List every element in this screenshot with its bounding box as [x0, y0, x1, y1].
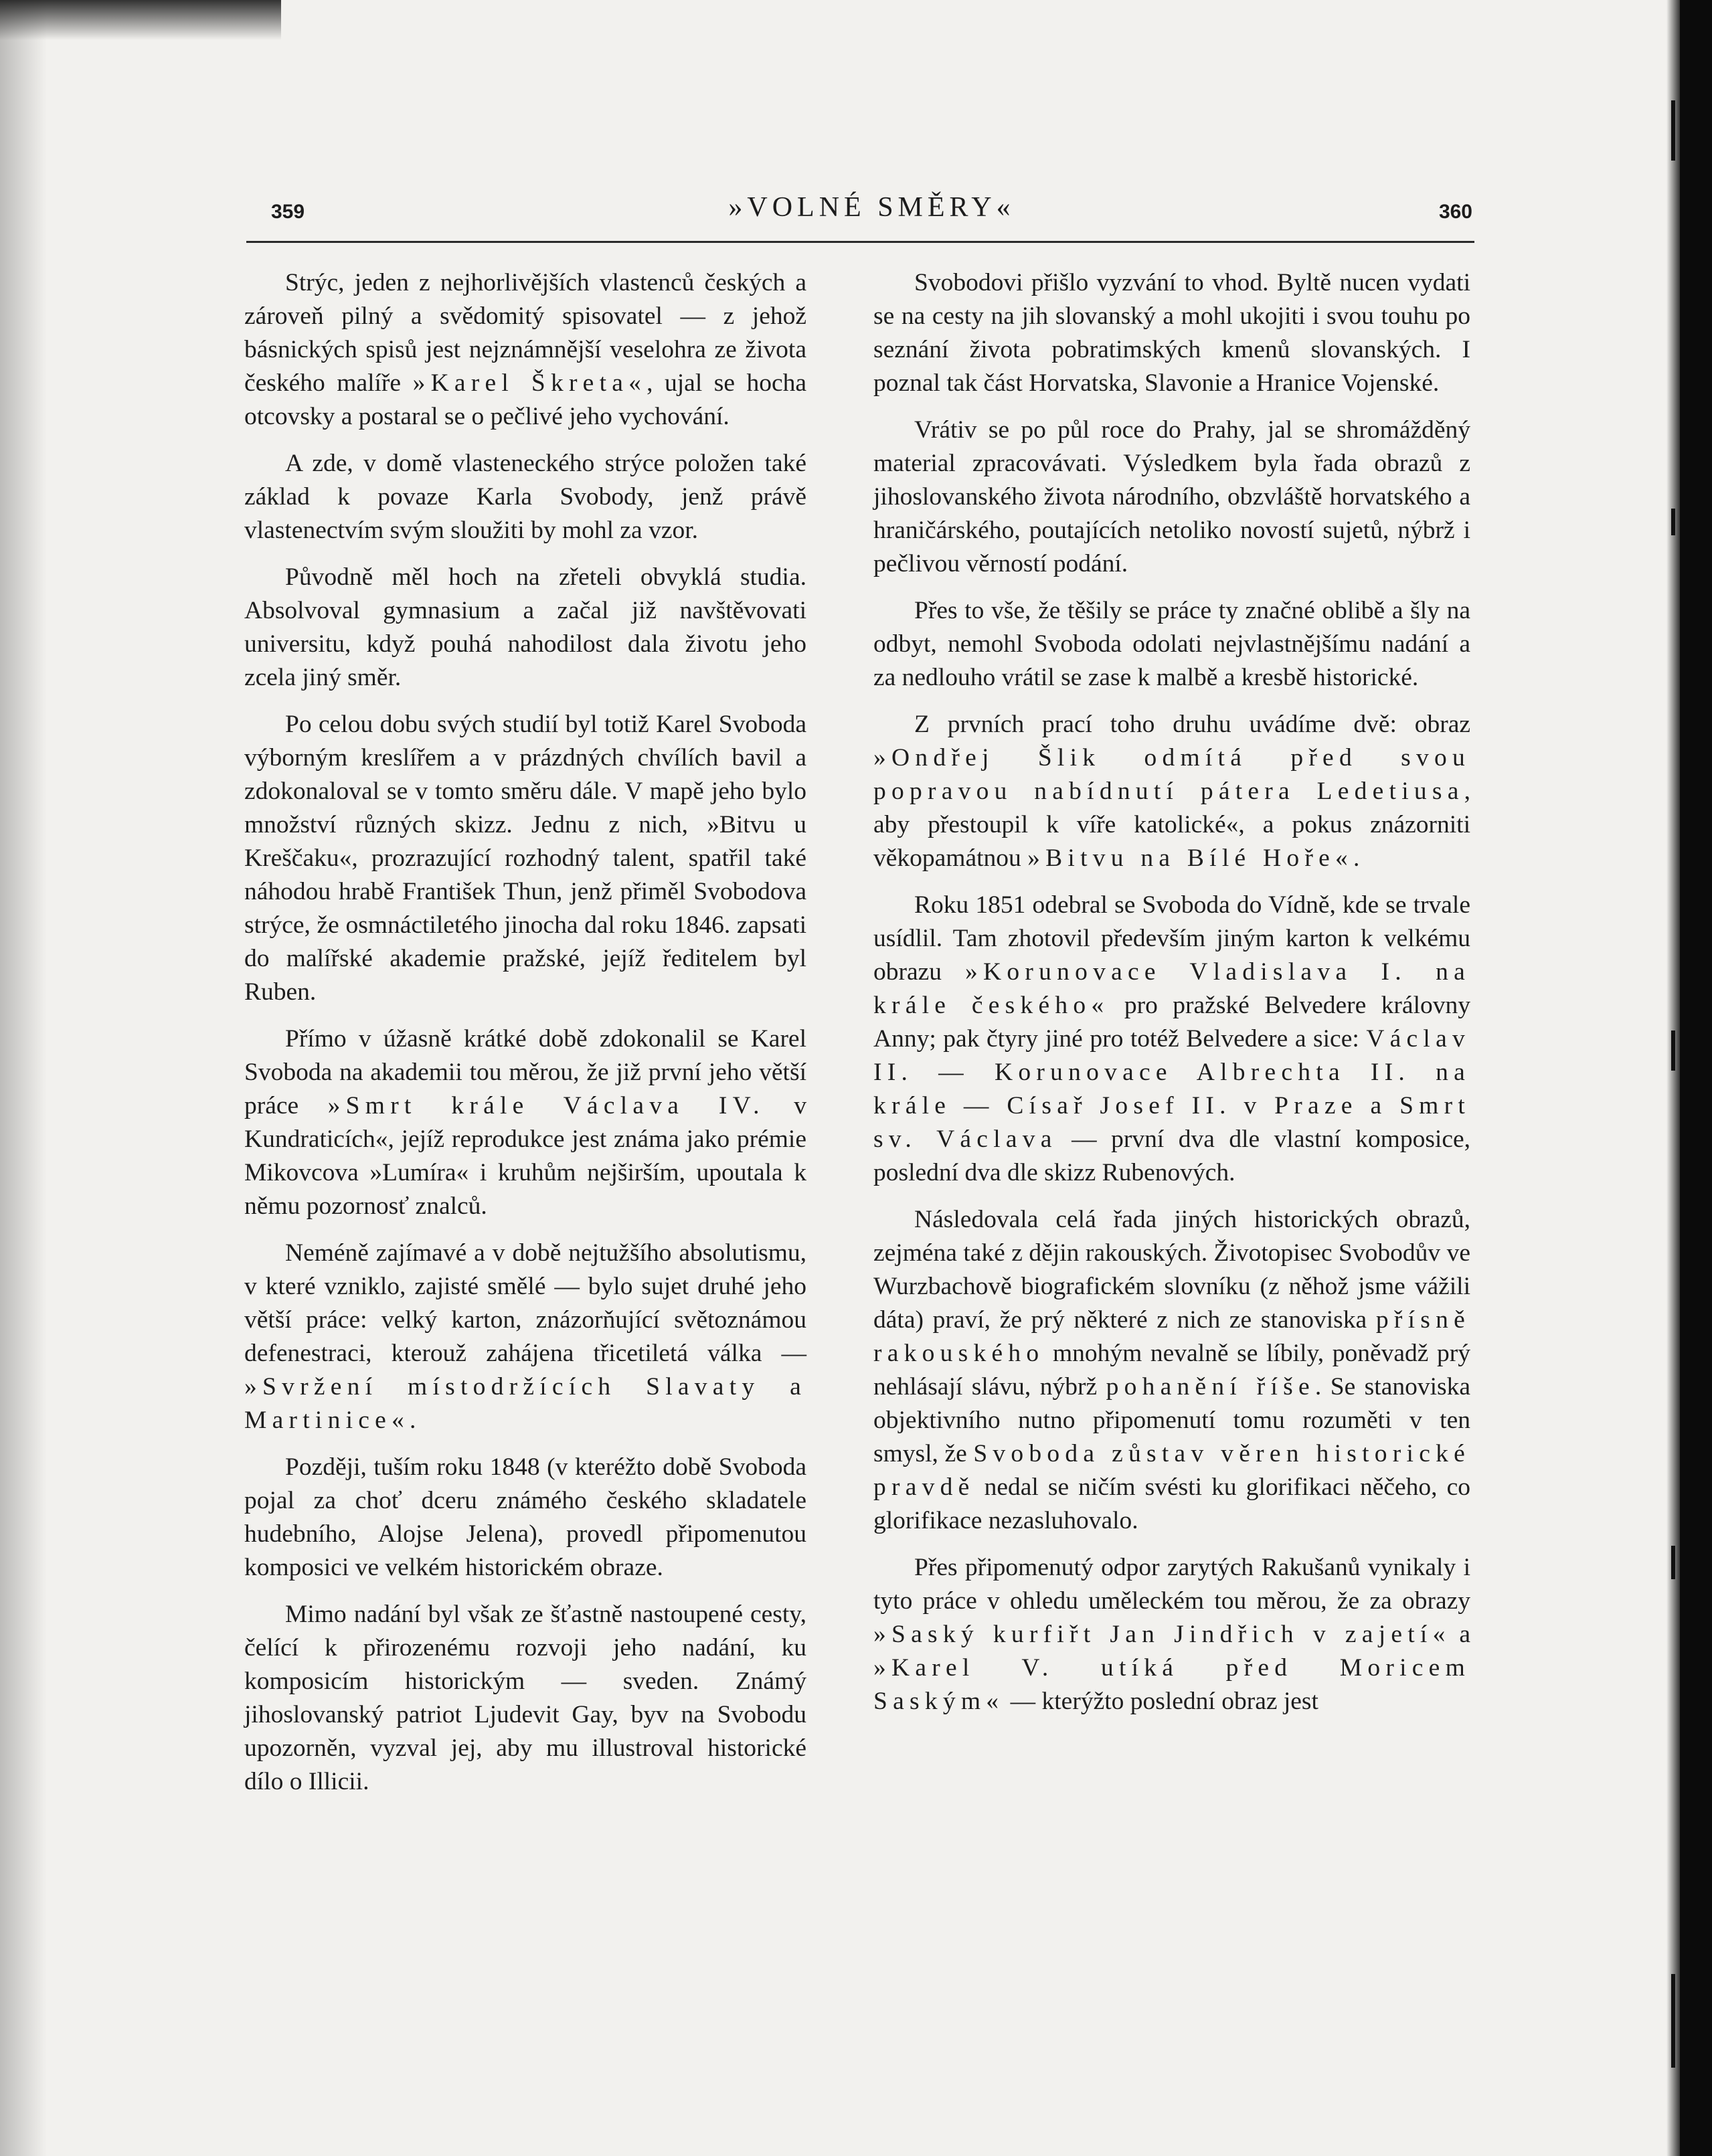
binding-mark: [1671, 509, 1675, 535]
header-rule: [246, 241, 1474, 243]
binding-mark: [1671, 1974, 1675, 2068]
left-column: [244, 266, 806, 1812]
binding-mark: [1671, 1030, 1675, 1071]
binding-mark: [1671, 1546, 1675, 1579]
paragraph: Po celou dobu svých studií byl totiž Karel Svoboda výborným kreslířem a v prázdných chvílích bavil a zdokonaloval se v tomto směru dále. V mapě jeho bylo množství různých skizz. Jednu z nich, »Bitvu u Kreščaku«, prozrazující rozhodný talent, spatřil také náhodou hrabě František Thun, jenž přiměl Svobodova strýce, že osmnáctiletého jinocha dal roku 1846. zapsati do malířské akademie pražské, jejíž ředitelem byl Ruben.: [244, 711, 806, 1006]
binding-mark: [1671, 100, 1675, 161]
running-header: [271, 191, 1472, 229]
page-shadow-left: [0, 0, 47, 2156]
right-column: [873, 266, 1470, 1732]
paragraph: Z prvních prací toho druhu uvádíme dvě: obraz »Ondřej Šlik odmítá před svou popravou nabídnutí pátera Ledetiusa, aby přestoupil k víře katolické«, a pokus znázorniti věkopamátnou »Bitvu na Bílé Hoře«.: [873, 711, 1470, 872]
paragraph: Později, tuším roku 1848 (v kteréžto době Svoboda pojal za choť dceru známého českého skladatele hudebního, Alojse Jelena), provedl připomenutou komposici ve velkém historickém obraze.: [244, 1453, 806, 1581]
journal-title: »VOLNÉ SMĚRY«: [728, 192, 1015, 223]
paragraph: Přes připomenutý odpor zarytých Rakušanů vynikaly i tyto práce v ohledu uměleckém tou měrou, že za obrazy »Saský kurfiřt Jan Jindřich v zajetí« a »Karel V. utíká před Moricem Saským« — kterýžto poslední obraz jest: [873, 1554, 1470, 1715]
page-edge-right: [1666, 0, 1680, 2156]
page-shadow-top: [0, 0, 281, 40]
paragraph: Přímo v úžasně krátké době zdokonalil se Karel Svoboda na akademii tou měrou, že již první jeho větší práce »Smrt krále Václava IV. v Kundraticích«, jejíž reprodukce jest známa jako prémie Mikovcova »Lumíra« i kruhům nejširším, upoutala k němu pozornosť znalců.: [244, 1025, 807, 1220]
paragraph: Vrátiv se po půl roce do Prahy, jal se shromážděný material zpracovávati. Výsledkem byla řada obrazů z jihoslovanského života národního, obzvláště horvatského a hraničárského, poutajících netoliko novostí sujetů, nýbrž i pečlivou věrností podání.: [873, 416, 1470, 577]
paragraph: Roku 1851 odebral se Svoboda do Vídně, kde se trvale usídlil. Tam zhotovil především jiným karton k velkému obrazu »Korunovace Vladislava I. na krále českého« pro pražské Belvedere královny Anny; pak čtyry jiné pro totéž Belvedere a sice: Václav II. — Korunovace Albrechta II. na krále — Císař Josef II. v Praze a Smrt sv. Václava — první dva dle vlastní komposice, poslední dva dle skizz Rubenových.: [873, 891, 1471, 1186]
paragraph: A zde, v domě vlasteneckého strýce položen také základ k povaze Karla Svobody, jenž právě vlastenectvím svým sloužiti by mohl za vzor.: [244, 450, 806, 544]
paragraph: Přes to vše, že těšily se práce ty značné oblibě a šly na odbyt, nemohl Svoboda odolati nejvlastnějšímu nadání a za nedlouho vrátil se zase k malbě a kresbě historické.: [873, 597, 1470, 691]
paragraph: Svobodovi přišlo vyzvání to vhod. Byltě nucen vydati se na cesty na jih slovanský a mohl ukojiti i svou touhu po seznání života pobratimských kmenů slovanských. I poznal tak část Horvatska, Slavonie a Hranice Vojenské.: [873, 269, 1470, 397]
page-number-left: 359: [271, 201, 305, 223]
paragraph: Neméně zajímavé a v době nejtužšího absolutismu, v které vzniklo, zajisté smělé — bylo sujet druhé jeho větší práce: velký karton, znázorňující světoznámou defenestraci, kterouž zahájena třicetiletá válka — »Svržení místodržících Slavaty a Martinice«.: [244, 1239, 806, 1434]
paragraph: Následovala celá řada jiných historických obrazů, zejména také z dějin rakouských. Životopisec Svobodův ve Wurzbachově biografickém slovníku (z něhož jsme vážili dáta) praví, že prý některé z nich ze stanoviska přísně rakouského mnohým nevalně se líbily, poněvadž prý nehlásají slávu, nýbrž pohanění říše. Se stanoviska objektivního nutno připomenutí tomu rozuměti v ten smysl, že Svoboda zůstav věren historické pravdě nedal se ničím svésti ku glorifikaci něčeho, co glorifikace nezasluhovalo.: [873, 1206, 1470, 1534]
paragraph: Strýc, jeden z nejhorlivějších vlastenců českých a zároveň pilný a svědomitý spisovatel — z jehož básnických spisů jest nejznámnější veselohra ze života českého malíře »Karel Škreta«, ujal se hocha otcovsky a postaral se o pečlivé jeho vychování.: [244, 269, 807, 430]
paragraph: Mimo nadání byl však ze šťastně nastoupené cesty, čelící k přirozenému rozvoji jeho nadání, ku komposicím historickým — sveden. Známý jihoslovanský patriot Ljudevit Gay, byv na Svobodu upozorněn, vyzval jej, aby mu illustroval historické dílo o Illicii.: [244, 1601, 806, 1795]
page-number-right: 360: [1438, 201, 1472, 223]
paragraph: Původně měl hoch na zřeteli obvyklá studia. Absolvoval gymnasium a začal již navštěvovati universitu, když pouhá nahodilost dala životu jeho zcela jiný směr.: [244, 563, 806, 691]
